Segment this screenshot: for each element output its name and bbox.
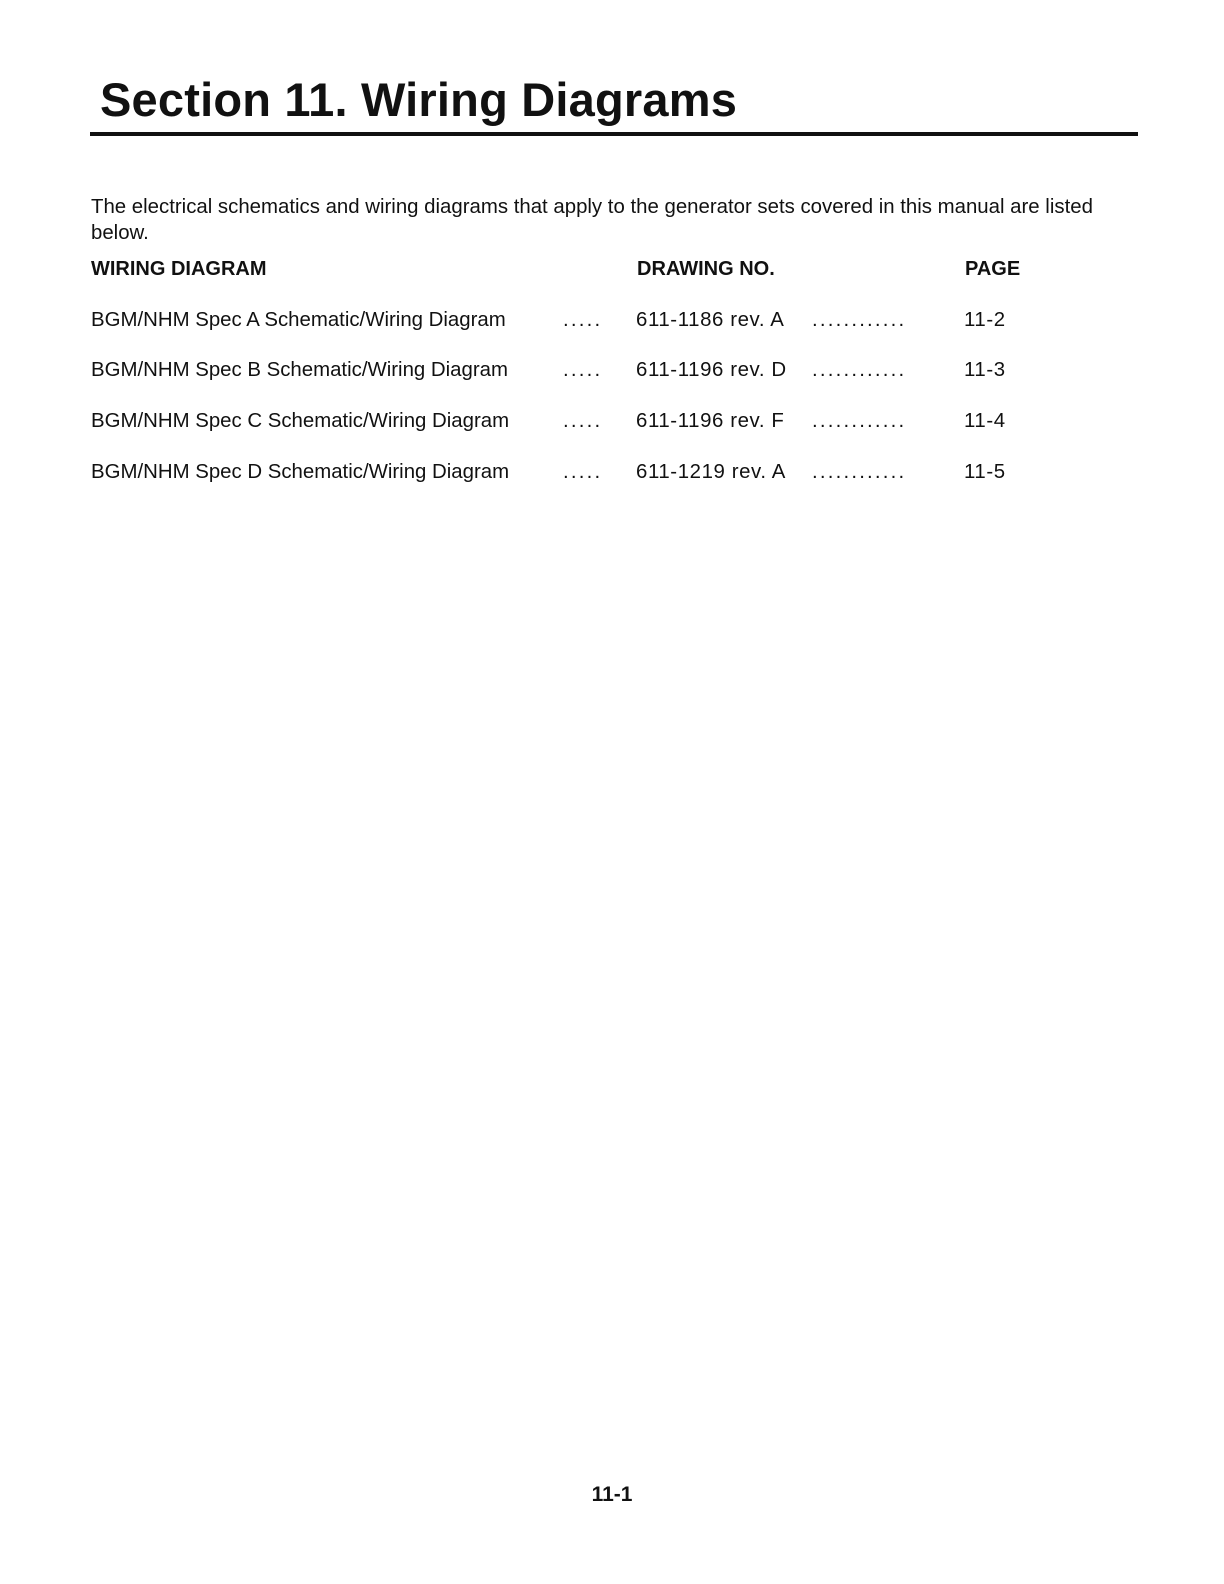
page-title: Section 11. Wiring Diagrams [100,73,738,126]
column-header-page: PAGE [965,258,1021,280]
intro-paragraph: The electrical schematics and wiring diagrams that apply to the generator sets covered in this manual are listed below. [91,196,1093,244]
dot-leader: ..... [563,359,603,381]
drawing-number: 611-1196 rev. D [636,359,787,381]
page-reference: 11-2 [964,309,1006,331]
diagram-title: BGM/NHM Spec A Schematic/Wiring Diagram [91,309,506,331]
page-reference: 11-5 [964,461,1006,483]
diagram-title: BGM/NHM Spec C Schematic/Wiring Diagram [91,410,510,432]
diagram-title: BGM/NHM Spec B Schematic/Wiring Diagram [91,359,508,381]
dot-leader: ..... [563,461,603,483]
dot-leader: ............ [812,461,907,483]
dot-leader: ............ [812,309,907,331]
drawing-number: 611-1196 rev. F [636,410,785,432]
diagram-title: BGM/NHM Spec D Schematic/Wiring Diagram [91,461,510,483]
column-header-wiring-diagram: WIRING DIAGRAM [91,258,267,280]
page-number: 11-1 [591,1483,633,1506]
drawing-number: 611-1219 rev. A [636,461,786,483]
drawing-number: 611-1186 rev. A [636,309,785,331]
table-row [0,359,1224,389]
table-row [0,461,1224,491]
dot-leader: ..... [563,410,603,432]
column-header-drawing-no: DRAWING NO. [637,258,775,280]
dot-leader: ............ [812,359,907,381]
dot-leader: ............ [812,410,907,432]
page-reference: 11-3 [964,359,1006,381]
dot-leader: ..... [563,309,603,331]
title-rule [90,132,1138,136]
page-reference: 11-4 [964,410,1006,432]
table-row [0,309,1224,339]
table-row [0,410,1224,440]
